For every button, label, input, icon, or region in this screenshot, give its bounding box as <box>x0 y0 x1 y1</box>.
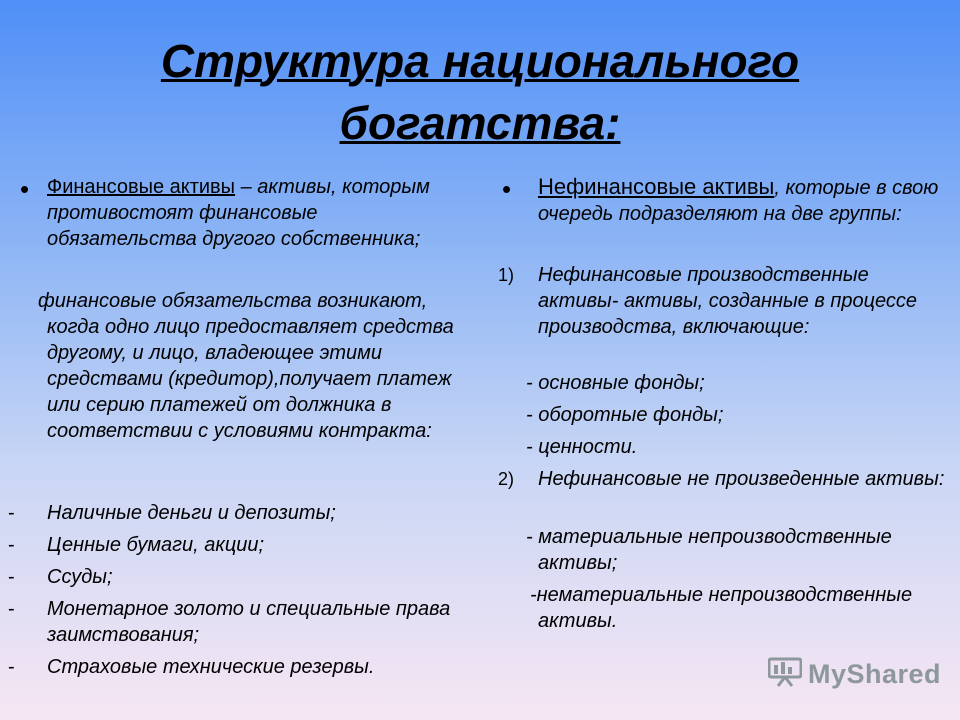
group-2-description: Нефинансовые не произведенные активы: <box>538 468 945 490</box>
financial-assets-heading: Финансовые активы <box>47 176 236 198</box>
list-item: Монетарное золото и специальные права заимствования; <box>47 598 451 646</box>
title-line-2: богатства: <box>339 97 621 149</box>
group-2-item: - материальные непроизводственные активы; <box>526 526 892 574</box>
title-line-1: Структура национального <box>160 35 800 87</box>
bullet-financial: • <box>20 174 30 204</box>
group-1-item: - ценности. <box>526 436 638 458</box>
list-dash: - <box>8 502 15 524</box>
list-dash: - <box>8 566 15 588</box>
group-1-item: - основные фонды; <box>526 372 705 394</box>
nonfinancial-assets-heading: Нефинансовые активы <box>538 174 775 199</box>
group-1-item: - оборотные фонды; <box>526 404 724 426</box>
list-dash: - <box>8 598 15 620</box>
nonfinancial-assets-definition <box>538 174 948 227</box>
financial-assets-rest: – активы, которым противостоят финансовые обязательства другого собственника; <box>47 176 430 250</box>
group-2-number: 2) <box>498 469 515 489</box>
group-2-item: -нематериальные непроизводственные активы. <box>530 584 913 632</box>
list-item: Наличные деньги и депозиты; <box>47 502 336 524</box>
myshared-logo <box>768 658 941 690</box>
page-title <box>0 30 960 154</box>
logo-text: MyShared <box>808 658 942 689</box>
presentation-board-icon <box>768 657 802 692</box>
financial-obligations-note: финансовые обязательства возникают, когда одно лицо предоставляет средства другому, и лицо, владеющее этими средствами (кредитор),получает платеж или серию платежей от должника в соответствии с условиями контракта: <box>38 290 454 442</box>
list-item: Ссуды; <box>47 566 113 588</box>
nonfinancial-assets-rest: , которые в свою очередь подразделяют на две группы: <box>538 177 939 225</box>
list-dash: - <box>8 534 15 556</box>
list-dash: - <box>8 656 15 678</box>
group-1-number: 1) <box>498 265 515 285</box>
list-item: Страховые технические резервы. <box>47 656 375 678</box>
list-item: Ценные бумаги, акции; <box>47 534 265 556</box>
group-1-description: Нефинансовые производственные активы- активы, созданные в процессе производства, включающие: <box>538 264 918 338</box>
financial-assets-definition <box>47 174 467 252</box>
bullet-nonfinancial: • <box>502 174 512 204</box>
